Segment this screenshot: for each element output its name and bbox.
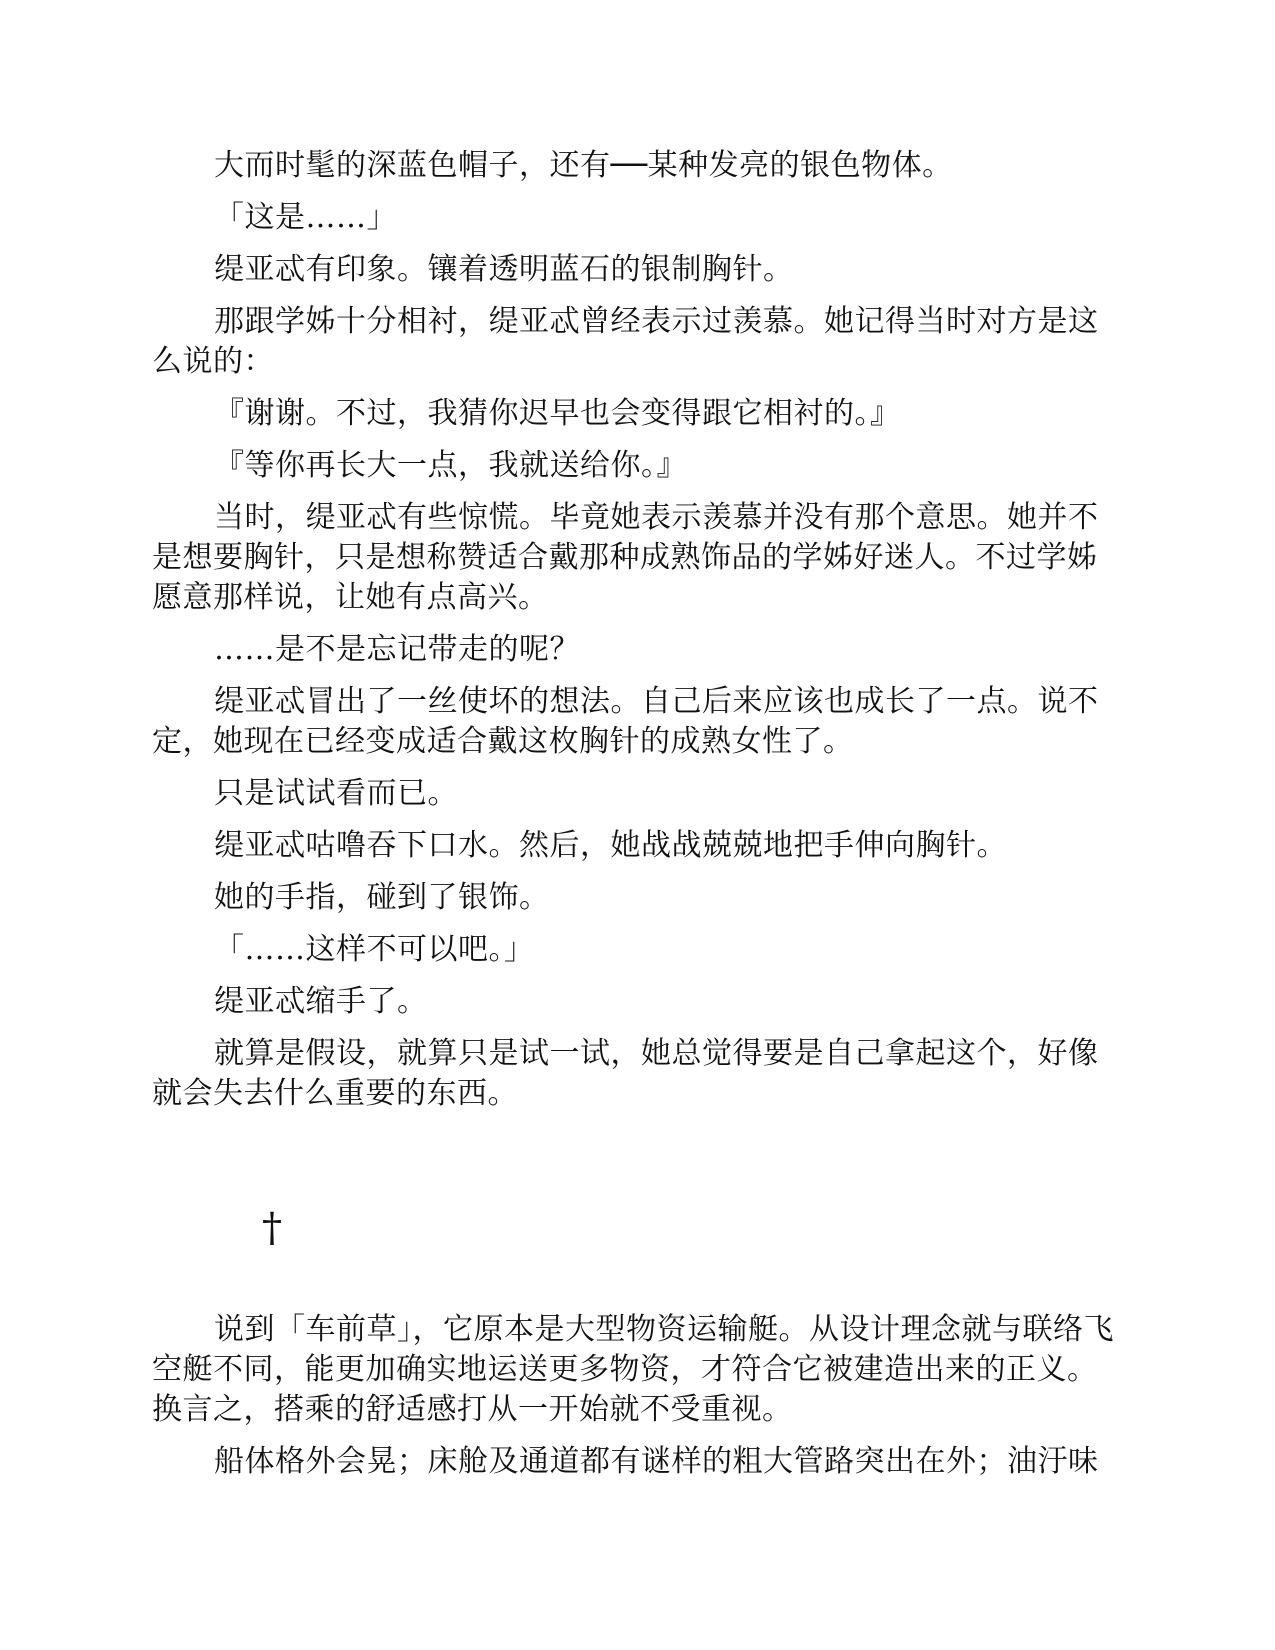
paragraph: 说到「车前草」，它原本是大型物资运输艇。从设计理念就与联络飞空艇不同，能更加确实地运送更多物资，才符合它被建造出来的正义。换言之，搭乘的舒适感打从一开始就不受重视。 xyxy=(152,1312,1114,1427)
paragraph: ……是不是忘记带走的呢？ xyxy=(214,632,580,667)
section-1 xyxy=(152,146,1120,1114)
section-2 xyxy=(152,1310,1120,1482)
paragraph: 缇亚忒缩手了。 xyxy=(214,984,428,1019)
paragraph: 「……这样不可以吧。」 xyxy=(214,932,535,967)
section-divider-dagger: † xyxy=(262,1205,282,1251)
paragraph: 那跟学姊十分相衬，缇亚忒曾经表示过羡慕。她记得当时对方是这么说的： xyxy=(152,304,1099,379)
paragraph: 就算是假设，就算只是试一试，她总觉得要是自己拿起这个，好像就会失去什么重要的东西。 xyxy=(152,1036,1099,1111)
paragraph: 缇亚忒冒出了一丝使坏的想法。自己后来应该也成长了一点。说不定，她现在已经变成适合戴这枚胸针的成熟女性了。 xyxy=(152,684,1099,759)
paragraph: 船体格外会晃；床舱及通道都有谜样的粗大管路突出在外；油汙味 xyxy=(214,1444,1099,1479)
paragraph: 『等你再长大一点，我就送给你。』 xyxy=(214,448,687,483)
paragraph: 缇亚忒咕噜吞下口水。然后，她战战兢兢地把手伸向胸针。 xyxy=(214,828,1007,863)
paragraph: 她的手指，碰到了银饰。 xyxy=(214,880,550,915)
paragraph: 只是试试看而已。 xyxy=(214,776,458,811)
paragraph: 当时，缇亚忒有些惊慌。毕竟她表示羡慕并没有那个意思。她并不是想要胸针，只是想称赞适合戴那种成熟饰品的学姊好迷人。不过学姊愿意那样说，让她有点高兴。 xyxy=(152,500,1099,615)
paragraph: 大而时髦的深蓝色帽子，还有──某种发亮的银色物体。 xyxy=(214,148,953,183)
paragraph: 『谢谢。不过，我猜你迟早也会变得跟它相衬的。』 xyxy=(214,396,901,431)
paragraph: 「这是……」 xyxy=(214,200,397,235)
paragraph: 缇亚忒有印象。镶着透明蓝石的银制胸针。 xyxy=(214,252,794,287)
